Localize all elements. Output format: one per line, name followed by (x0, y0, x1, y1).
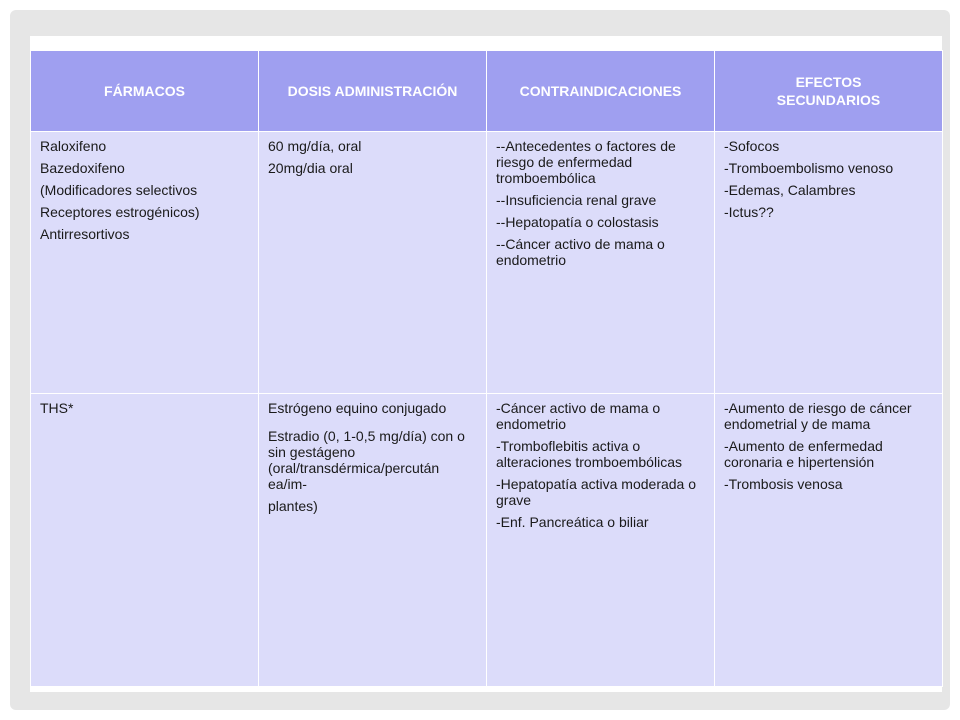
cell-line: -Ictus?? (724, 204, 774, 220)
cell-line: -Hepatopatía activa moderada o grave (496, 476, 697, 508)
cell-line: (Modificadores selectivos (40, 182, 198, 198)
cell-line: Receptores estrogénicos) (40, 204, 200, 220)
cell-line: Antirresortivos (40, 226, 130, 242)
header-contraindicaciones: CONTRAINDICACIONES (487, 51, 715, 132)
cell-line: Bazedoxifeno (40, 160, 125, 176)
cell-line: -Enf. Pancreática o biliar (496, 514, 649, 530)
cell-line: -Cáncer activo de mama o endometrio (496, 400, 661, 432)
slide (30, 36, 942, 692)
cell-line: -Aumento de enfermedad coronaria e hipertensión (724, 438, 883, 470)
cell-line: plantes) (268, 498, 318, 514)
cell-line: THS* (40, 400, 74, 416)
drug-table (30, 50, 943, 687)
cell-contraindicaciones (487, 394, 715, 687)
header-efectos: EFECTOS SECUNDARIOS (715, 51, 943, 132)
header-farmacos: FÁRMACOS (31, 51, 259, 132)
cell-line: Raloxifeno (40, 138, 107, 154)
cell-farmacos (31, 394, 259, 687)
cell-line: --Cáncer activo de mama o endometrio (496, 236, 665, 268)
cell-line: -Aumento de riesgo de cáncer endometrial y de mama (724, 400, 912, 432)
cell-line: Estradio (0, 1-0,5 mg/día) con o sin gestágeno (oral/transdérmica/percután ea/im- (268, 428, 465, 492)
header-dosis: DOSIS ADMINISTRACIÓN (259, 51, 487, 132)
cell-dosis (259, 132, 487, 394)
cell-line: --Insuficiencia renal grave (496, 192, 657, 208)
cell-line: -Sofocos (724, 138, 780, 154)
cell-dosis (259, 394, 487, 687)
cell-line: --Antecedentes o factores de riesgo de enfermedad tromboembólica (496, 138, 676, 186)
cell-line: 60 mg/día, oral (268, 138, 362, 154)
cell-line: -Trombosis venosa (724, 476, 843, 492)
cell-efectos (715, 394, 943, 687)
cell-line: -Tromboembolismo venoso (724, 160, 894, 176)
cell-efectos (715, 132, 943, 394)
cell-line: -Edemas, Calambres (724, 182, 856, 198)
cell-line: 20mg/dia oral (268, 160, 353, 176)
table-row (31, 394, 943, 687)
cell-contraindicaciones (487, 132, 715, 394)
table-row (31, 132, 943, 394)
slide-frame (10, 10, 950, 710)
cell-line: --Hepatopatía o colostasis (496, 214, 659, 230)
cell-line: -Tromboflebitis activa o alteraciones tromboembólicas (496, 438, 682, 470)
table-header-row (31, 51, 943, 132)
cell-line: Estrógeno equino conjugado (268, 400, 447, 416)
cell-farmacos (31, 132, 259, 394)
